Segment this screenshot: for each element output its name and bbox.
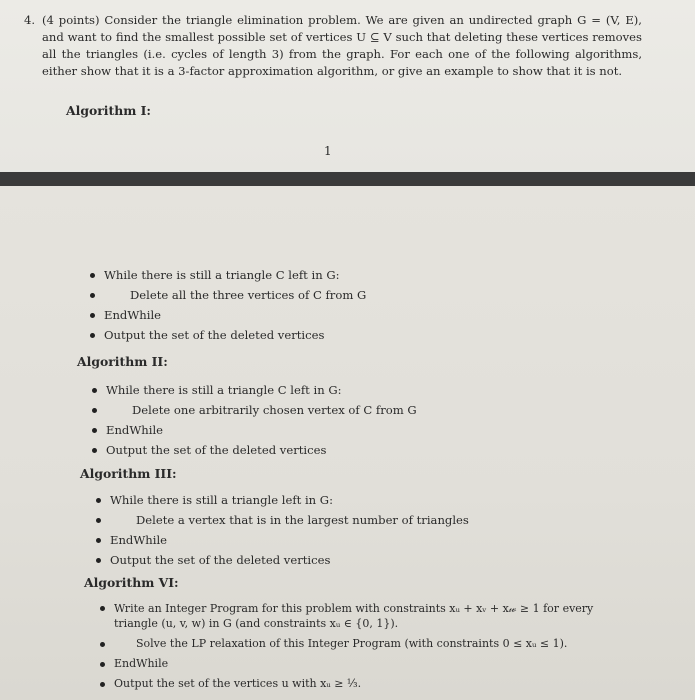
algorithm-1-title: Algorithm I: — [66, 103, 152, 118]
algorithm-4-title: Algorithm VI: — [84, 575, 179, 590]
problem-number: 4. — [24, 13, 36, 27]
bullet-icon — [90, 273, 95, 278]
bullet-icon — [92, 388, 97, 393]
algorithm-3-title: Algorithm III: — [80, 466, 177, 481]
bullet-icon — [96, 538, 101, 543]
bullet-icon — [90, 293, 95, 298]
bullet-icon — [96, 558, 101, 563]
bullet-icon — [100, 642, 105, 647]
page-gap — [0, 172, 695, 186]
problem-statement — [24, 12, 642, 80]
bullet-icon — [96, 498, 101, 503]
bullet-icon — [100, 662, 105, 667]
bullet-icon — [100, 682, 105, 687]
bullet-icon — [92, 448, 97, 453]
algorithm-2-title: Algorithm II: — [77, 354, 168, 369]
problem-text: (4 points) Consider the triangle elimination problem. We are given an undirected graph G = (V, E), and want to find the smallest possible set of vertices U ⊆ V such that deleting these vertices removes all the triangles (i.e. cycles of length 3) from the graph. For each one of the following algorithms, either show that it is a 3-factor approximation algorithm, or give an example to show that it is not. — [42, 13, 642, 78]
bullet-icon — [90, 313, 95, 318]
bullet-icon — [100, 606, 105, 611]
bullet-icon — [90, 333, 95, 338]
page-number: 1 — [324, 144, 332, 158]
bullet-icon — [92, 428, 97, 433]
bullet-icon — [96, 518, 101, 523]
bullet-icon — [92, 408, 97, 413]
